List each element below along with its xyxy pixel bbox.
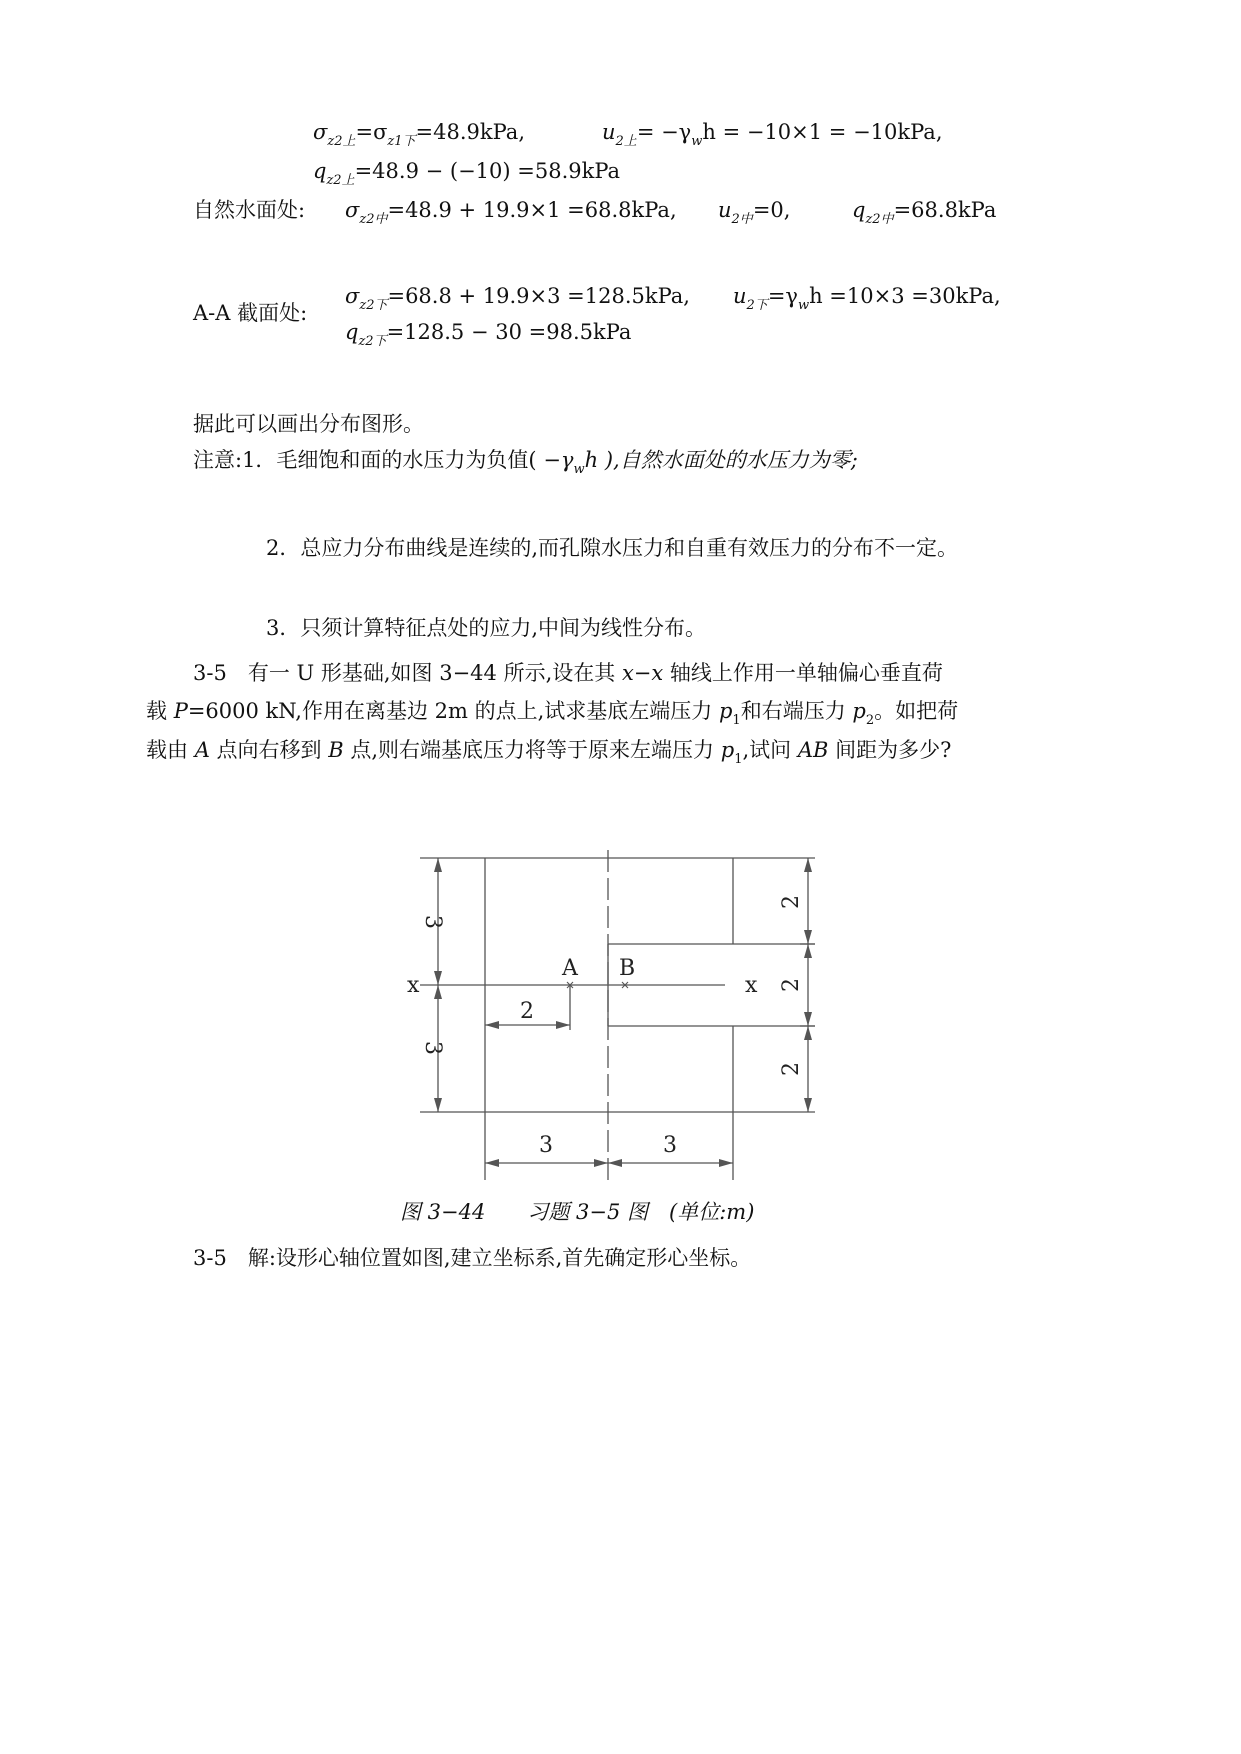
problem-line-3: 载由 A 点向右移到 B 点,则右端基底压力将等于原来左端压力 $p_1$,试问 AB 间距为多少? [146,738,952,767]
dim-right-top-label: 2 [779,895,804,909]
solution-intro: 3-5 解:设形心轴位置如图,建立坐标系,首先确定形心坐标。 [193,1246,752,1270]
dim-bottom-right-label: 3 [663,1133,677,1158]
dim-a-offset-label: 2 [520,999,534,1024]
label-aa-section: A-A 截面处: [193,301,308,325]
eq-u2-bottom: $u_{2下}=\gamma_wh =10\times 3 =30kPa$, [733,284,1001,313]
figure-caption: 图 3−44 习题 3−5 图 (单位:m) [400,1200,755,1224]
eq-q-z2-bottom: $q_{z2下}=128.5 - 30 =98.5kPa$ [345,320,632,349]
eq-u2-top: $u_{2上}= -\gamma_wh = -10\times 1 = -10kPa$, [602,120,943,149]
point-a-label: A [562,956,578,981]
dim-bottom-left-label: 3 [539,1133,553,1158]
note-2: 2．总应力分布曲线是连续的,而孔隙水压力和自重有效压力的分布不一定。 [266,536,959,560]
u-foundation-figure [395,850,835,1190]
dim-left-bottom-label: 3 [420,1041,445,1055]
eq-u2-mid: $u_{2中}=0$, [718,198,791,227]
note-1: 注意:1．毛细饱和面的水压力为负值( $-\gamma_wh$ ),自然水面处的水压力为零; [193,448,858,477]
eq-q-z2-top: $q_{z2上}=48.9 - (-10) =58.9kPa$ [313,159,621,188]
label-natural-water: 自然水面处: [193,198,306,222]
axis-label-left: x [407,973,420,998]
eq-sigma-z2-bottom: $\sigma_{z2下}=68.8 + 19.9\times 3 =128.5kPa$, [345,284,690,313]
point-b-label: B [619,956,636,981]
eq-sigma-z2-top: $\sigma_{z2上}=\sigma_{z1下}=48.9kPa$, [313,120,525,149]
note-3: 3．只须计算特征点处的应力,中间为线性分布。 [266,616,707,640]
problem-line-2: 载 P=6000 kN,作用在离基边 2m 的点上,试求基底左端压力 $p_1$和右端压力 $p_2$。如把荷 [146,699,959,728]
eq-q-z2-mid: $q_{z2中}=68.8kPa$ [852,198,997,227]
eq-sigma-z2-mid: $\sigma_{z2中}=48.9 + 19.9\times 1 =68.8kPa$, [345,198,677,227]
paragraph-draw-distribution: 据此可以画出分布图形。 [193,412,424,436]
dim-right-mid-label: 2 [779,978,804,992]
problem-line-1: 3-5 有一 U 形基础,如图 3−44 所示,设在其 x−x 轴线上作用一单轴偏心垂直荷 [193,661,943,685]
dim-right-bottom-label: 2 [779,1062,804,1076]
axis-label-right: x [745,973,758,998]
dim-left-top-label: 3 [420,915,445,929]
